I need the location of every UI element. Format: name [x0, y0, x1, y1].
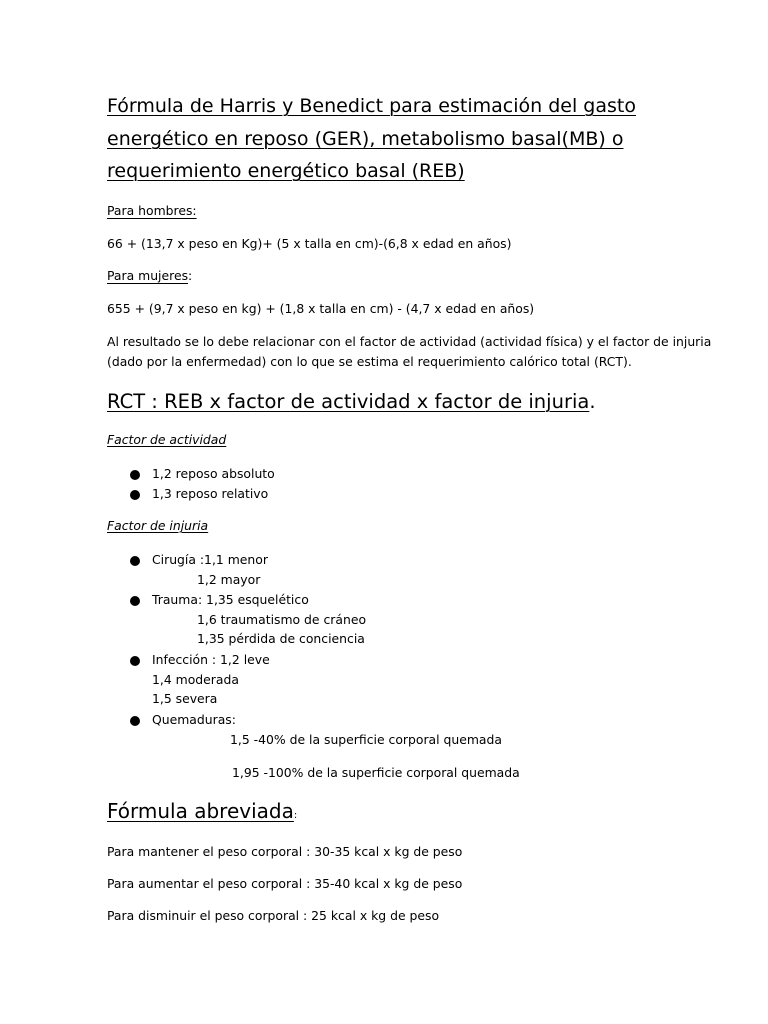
injury-burns-extra-2: 1,95 -100% de la superficie corporal quemada	[232, 765, 520, 780]
bullet-icon	[130, 490, 140, 500]
bullet-icon	[130, 656, 140, 666]
title-line-2: energético en reposo (GER), metabolismo basal(MB) o	[107, 128, 624, 150]
injury-infection-extra-2: 1,5 severa	[152, 691, 218, 706]
women-label-colon: :	[188, 268, 193, 283]
abbreviated-colon: :	[293, 810, 298, 821]
note-line-1: Al resultado se lo debe relacionar con el factor de actividad (actividad física) y el factor de injuria	[107, 334, 712, 349]
abbreviated-line-3: Para disminuir el peso corporal : 25 kcal x kg de peso	[107, 908, 440, 923]
bullet-icon	[130, 716, 140, 726]
abbreviated-line-1: Para mantener el peso corporal : 30-35 kcal x kg de peso	[107, 844, 463, 859]
men-label: Para hombres:	[107, 203, 197, 218]
injury-infection-extra-1: 1,4 moderada	[152, 672, 239, 687]
abbreviated-line-2: Para aumentar el peso corporal : 35-40 kcal x kg de peso	[107, 876, 463, 891]
title-line-1: Fórmula de Harris y Benedict para estimación del gasto	[107, 95, 636, 117]
injury-infection: Infección : 1,2 leve	[152, 652, 270, 667]
injury-heading: Factor de injuria	[107, 518, 209, 533]
rct-formula: RCT : REB x factor de actividad x factor de injuria	[107, 390, 590, 413]
rct-formula-row	[107, 390, 596, 414]
women-label-row	[107, 268, 192, 284]
activity-item-1: 1,2 reposo absoluto	[152, 466, 275, 481]
activity-heading: Factor de actividad	[107, 432, 227, 447]
injury-trauma-extra-2: 1,35 pérdida de conciencia	[197, 631, 365, 646]
note-line-2: (dado por la enfermedad) con lo que se estima el requerimiento calórico total (RCT).	[107, 354, 632, 369]
title-line-3: requerimiento energético basal (REB)	[107, 160, 465, 182]
injury-surgery-extra: 1,2 mayor	[197, 572, 261, 587]
rct-period: .	[589, 390, 596, 413]
injury-burns-extra-1: 1,5 -40% de la superficie corporal quemada	[230, 732, 502, 747]
women-label: Para mujeres	[107, 268, 189, 283]
bullet-icon	[130, 556, 140, 566]
injury-surgery: Cirugía :1,1 menor	[152, 552, 268, 567]
injury-trauma-extra-1: 1,6 traumatismo de cráneo	[197, 612, 367, 627]
men-formula: 66 + (13,7 x peso en Kg)+ (5 x talla en cm)-(6,8 x edad en años)	[107, 236, 512, 251]
bullet-icon	[130, 596, 140, 606]
injury-burns: Quemaduras:	[152, 712, 236, 727]
women-formula: 655 + (9,7 x peso en kg) + (1,8 x talla en cm) - (4,7 x edad en años)	[107, 301, 535, 316]
activity-item-2: 1,3 reposo relativo	[152, 486, 269, 501]
abbreviated-heading: Fórmula abreviada	[107, 799, 294, 823]
injury-trauma: Trauma: 1,35 esquelético	[152, 592, 309, 607]
abbreviated-heading-row	[107, 799, 297, 824]
bullet-icon	[130, 470, 140, 480]
